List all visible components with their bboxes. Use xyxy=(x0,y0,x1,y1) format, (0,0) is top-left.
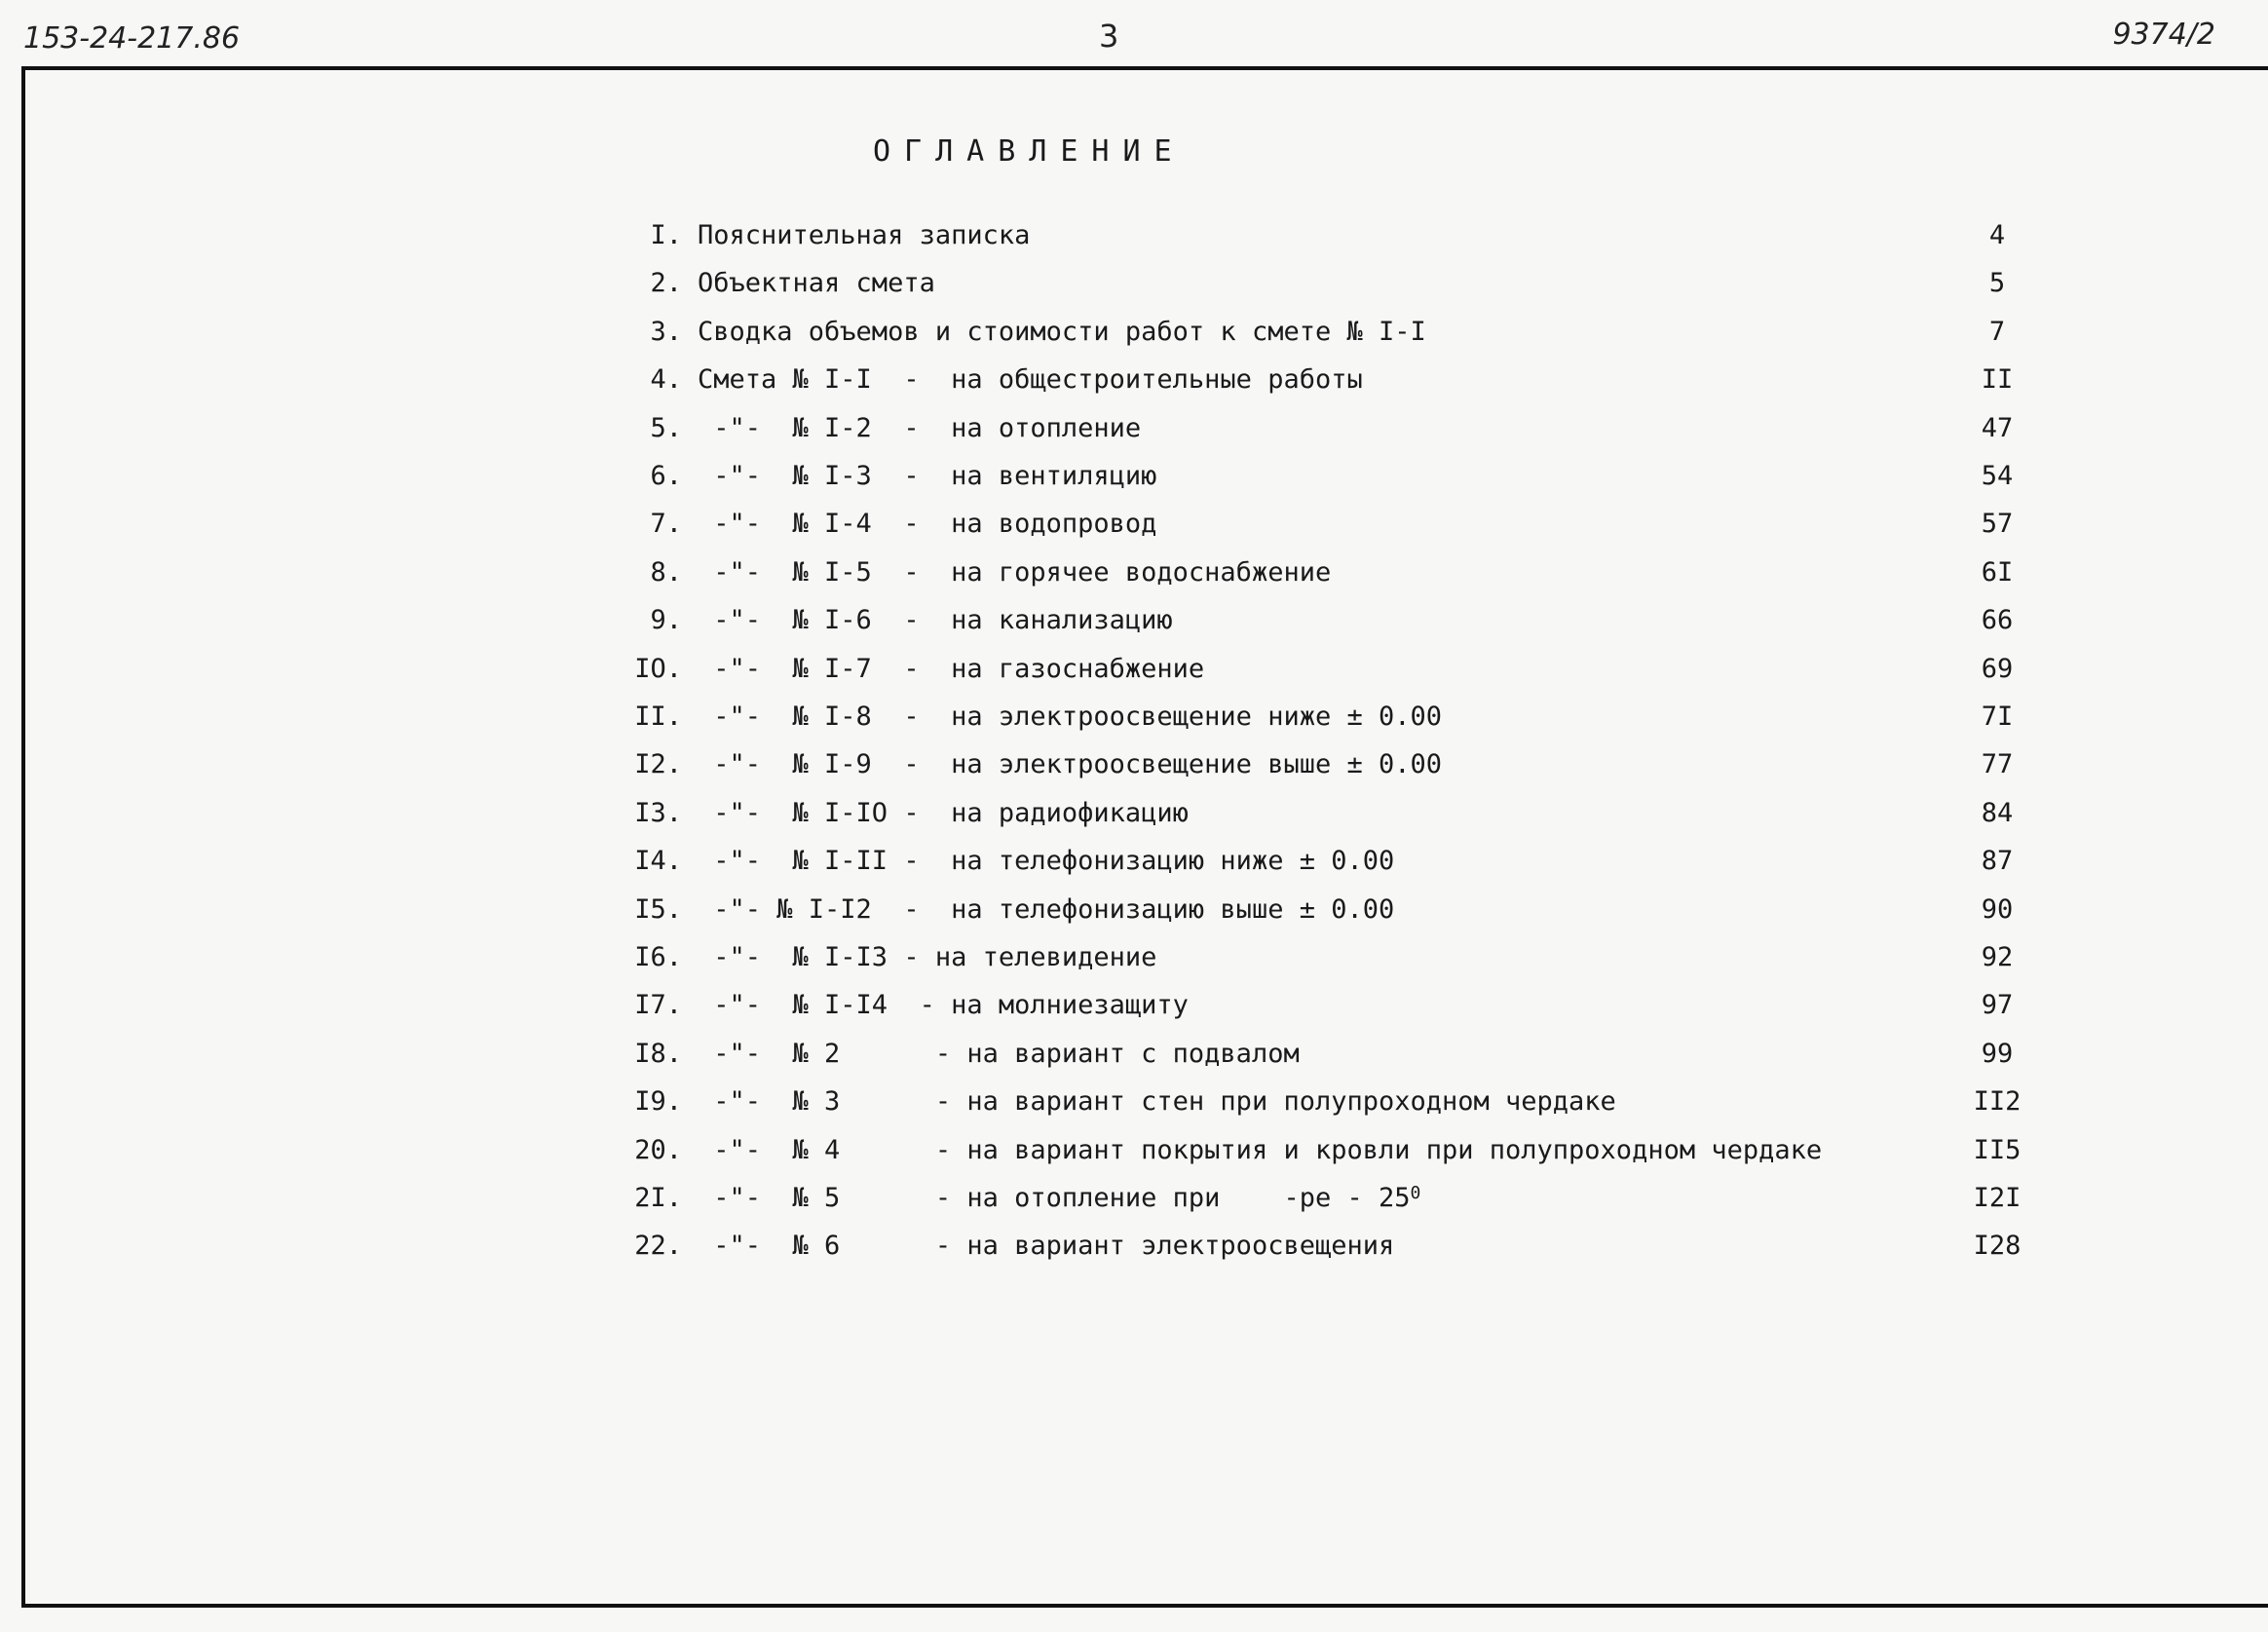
toc-entry-number: I. xyxy=(650,220,682,250)
toc-entry xyxy=(0,557,2268,596)
toc-entry-page: II5 xyxy=(1973,1134,2022,1165)
sheet-reference: 9374/2 xyxy=(2112,18,2215,52)
toc-entry-number: 22. xyxy=(634,1231,682,1262)
toc-entry-number: 7. xyxy=(650,509,682,540)
toc-entry-text: Объектная смета xyxy=(698,268,935,299)
toc-entry-page: 87 xyxy=(1981,846,2014,877)
toc-entry xyxy=(0,1183,2268,1222)
toc-entry-text: -"- № I-I2 - на телефонизацию выше ± 0.00 xyxy=(698,893,1395,925)
page-number: 3 xyxy=(1099,18,1119,55)
toc-entry-number: 20. xyxy=(634,1134,682,1165)
toc-entry xyxy=(0,702,2268,740)
toc-entry-page: 47 xyxy=(1981,412,2014,443)
toc-entry-page: II xyxy=(1981,364,2014,396)
toc-entry-page: I2I xyxy=(1973,1183,2022,1213)
toc-entry-text: -"- № I-I4 - на молниезащиту xyxy=(698,990,1189,1021)
toc-entry xyxy=(0,461,2268,500)
toc-entry xyxy=(0,1039,2268,1078)
toc-entry xyxy=(0,654,2268,693)
toc-entry xyxy=(0,1135,2268,1174)
toc-entry-number: I7. xyxy=(634,990,682,1021)
toc-entry-number: 2I. xyxy=(634,1183,682,1213)
toc-entry-page: 4 xyxy=(1988,220,2006,250)
toc-entry-number: 8. xyxy=(650,556,682,588)
toc-entry-page: 6I xyxy=(1981,556,2014,588)
toc-entry-number: 2. xyxy=(650,268,682,299)
toc-entry-text: -"- № I-6 - на канализацию xyxy=(698,605,1173,636)
toc-entry-text: -"- № I-2 - на отопление xyxy=(698,412,1142,443)
toc-entry-text: -"- № I-3 - на вентиляцию xyxy=(698,461,1157,491)
toc-entry-text: Сводка объемов и стоимости работ к смете № I-I xyxy=(698,316,1426,347)
toc-entry-page: 84 xyxy=(1981,797,2014,828)
toc-entry-text: Пояснительная записка xyxy=(698,220,1031,250)
toc-entry xyxy=(0,364,2268,403)
toc-entry-text: -"- № I-I3 - на телевидение xyxy=(698,942,1157,972)
toc-entry-number: 9. xyxy=(650,605,682,636)
toc-entry xyxy=(0,220,2268,259)
toc-entry-page: 7I xyxy=(1981,702,2014,732)
toc-entry xyxy=(0,990,2268,1029)
toc-entry-page: 57 xyxy=(1981,509,2014,540)
toc-entry-text: -"- № 6 - на вариант электроосвещения xyxy=(698,1231,1395,1262)
page-title: ОГЛАВЛЕНИЕ xyxy=(873,134,1186,169)
toc-entry-page: 99 xyxy=(1981,1038,2014,1069)
toc-entry-text: -"- № I-II - на телефонизацию ниже ± 0.00 xyxy=(698,846,1395,877)
degree-superscript: 0 xyxy=(1410,1183,1421,1203)
toc-entry-text: -"- № 4 - на вариант покрытия и кровли при полупроходном чердаке xyxy=(698,1134,1823,1165)
toc-entry xyxy=(0,268,2268,307)
toc-entry-page: I28 xyxy=(1973,1231,2022,1262)
toc-entry-page: 92 xyxy=(1981,942,2014,972)
toc-entry-text: -"- № 3 - на вариант стен при полупроходном чердаке xyxy=(698,1086,1616,1118)
toc-entry-page: 77 xyxy=(1981,749,2014,780)
toc-entry-text: -"- № 2 - на вариант с подвалом xyxy=(698,1038,1300,1069)
toc-entry-number: IO. xyxy=(634,653,682,684)
toc-entry-number: I5. xyxy=(634,893,682,925)
toc-entry xyxy=(0,317,2268,356)
toc-entry-number: I8. xyxy=(634,1038,682,1069)
toc-entry-text: -"- № I-9 - на электроосвещение выше ± 0.00 xyxy=(698,749,1443,780)
toc-entry xyxy=(0,1086,2268,1125)
toc-entry-page: 5 xyxy=(1988,268,2006,299)
toc-entry-number: I6. xyxy=(634,942,682,972)
toc-entry-number: II. xyxy=(634,702,682,732)
toc-entry-number: 3. xyxy=(650,316,682,347)
toc-entry xyxy=(0,894,2268,933)
toc-entry-page: 7 xyxy=(1988,316,2006,347)
toc-entry-text: -"- № I-5 - на горячее водоснабжение xyxy=(698,556,1332,588)
toc-entry-number: I2. xyxy=(634,749,682,780)
document-code: 153-24-217.86 xyxy=(23,21,241,56)
toc-entry xyxy=(0,509,2268,548)
toc-entry-text: -"- № 5 - на отопление при -ре - 25 0 xyxy=(698,1183,1421,1213)
toc-entry xyxy=(0,798,2268,837)
toc-entry-number: 5. xyxy=(650,412,682,443)
toc-entry-text: Смета № I-I - на общестроительные работы xyxy=(698,364,1363,396)
toc-entry-page: 54 xyxy=(1981,461,2014,491)
toc-entry-number: 4. xyxy=(650,364,682,396)
toc-entry xyxy=(0,605,2268,644)
toc-entry xyxy=(0,413,2268,452)
toc-entry-text: -"- № I-8 - на электроосвещение ниже ± 0.00 xyxy=(698,702,1443,732)
toc-entry-page: 90 xyxy=(1981,893,2014,925)
toc-entry xyxy=(0,749,2268,788)
toc-entry-text: -"- № I-IO - на радиофикацию xyxy=(698,797,1189,828)
toc-entry-text: -"- № I-7 - на газоснабжение xyxy=(698,653,1205,684)
toc-entry xyxy=(0,1231,2268,1270)
toc-entry-page: 69 xyxy=(1981,653,2014,684)
toc-entry-text: -"- № I-4 - на водопровод xyxy=(698,509,1157,540)
toc-entry-page: II2 xyxy=(1973,1086,2022,1118)
toc-entry-number: I9. xyxy=(634,1086,682,1118)
toc-entry xyxy=(0,942,2268,981)
toc-entry xyxy=(0,846,2268,885)
toc-entry-number: I3. xyxy=(634,797,682,828)
toc-entry-number: 6. xyxy=(650,461,682,491)
toc-entry-number: I4. xyxy=(634,846,682,877)
toc-entry-page: 97 xyxy=(1981,990,2014,1021)
toc-entry-page: 66 xyxy=(1981,605,2014,636)
